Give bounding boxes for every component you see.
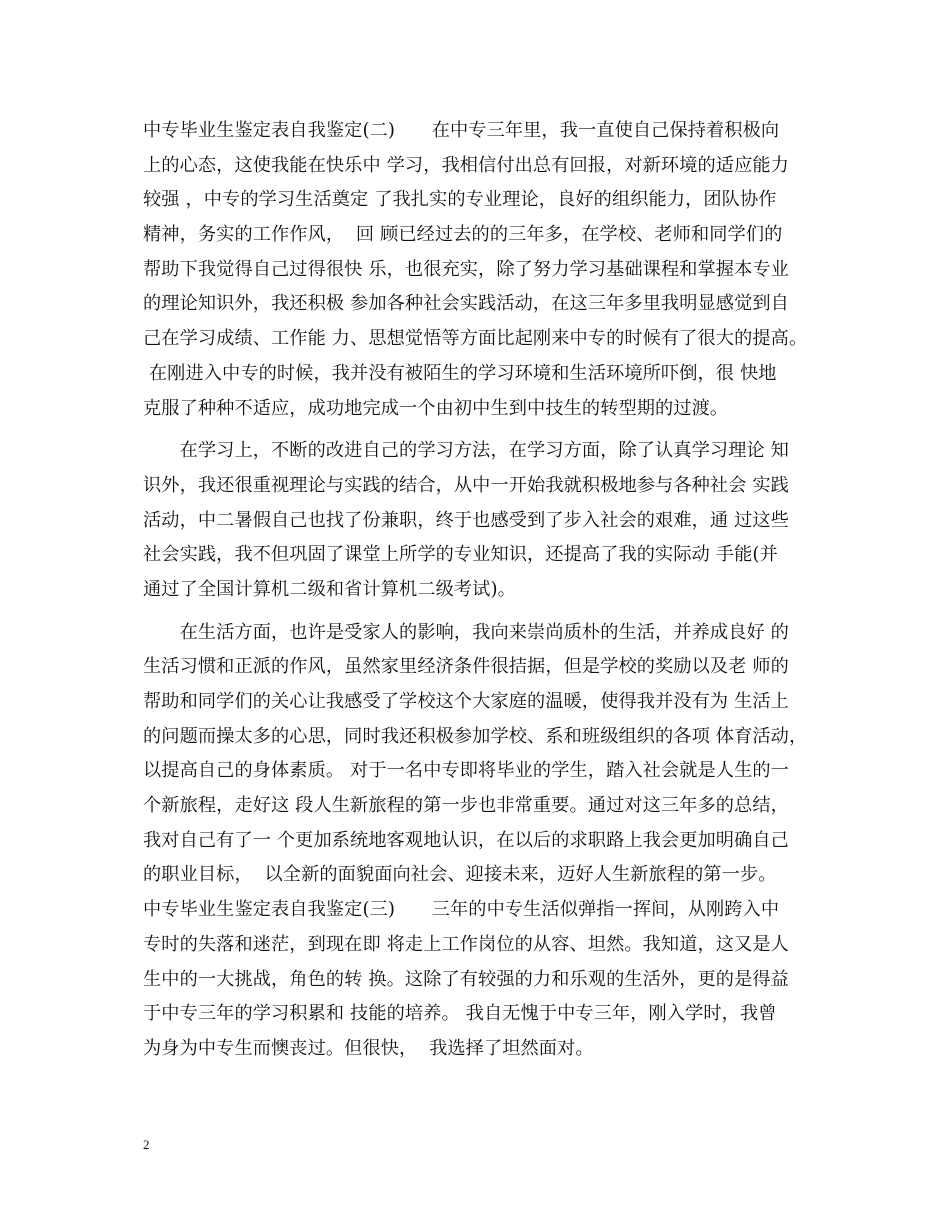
text-line: 专时的失落和迷茫，到现在即 将走上工作岗位的从容、坦然。我知道，这又是人 — [143, 933, 789, 955]
text-line: 在学习上，不断的改进自己的学习方法，在学习方面，除了认真学习理论 知 — [143, 440, 789, 462]
text-line: 在刚进入中专的时候，我并没有被陌生的学习环境和生活环境所吓倒，很 快地 — [143, 362, 777, 384]
text-line: 社会实践，我不但巩固了课堂上所学的专业知识，还提高了我的实际动 手能(并 — [143, 544, 778, 566]
text-line: 生活习惯和正派的作风，虽然家里经济条件很拮据，但是学校的奖励以及老 师的 — [143, 656, 789, 678]
text-line: 帮助下我觉得自己过得很快 乐，也很充实，除了努力学习基础课程和掌握本专业 — [143, 258, 789, 280]
text-line: 个新旅程，走好这 段人生新旅程的第一步也非常重要。通过对这三年多的总结， — [143, 795, 789, 817]
text-line: 己在学习成绩、工作能 力、思想觉悟等方面比起刚来中专的时候有了很大的提高。 — [143, 328, 808, 350]
text-line: 在生活方面，也许是受家人的影响，我向来崇尚质朴的生活，并养成良好 的 — [143, 621, 789, 643]
paragraph-study — [143, 434, 823, 607]
paragraph-gap — [143, 608, 823, 616]
text-line: 中专毕业生鉴定表自我鉴定(三) 三年的中专生活似弹指一挥间，从刚跨入中 — [143, 899, 780, 921]
paragraph-life-and-self-evaluation-3 — [143, 616, 823, 1067]
document-body — [143, 114, 823, 1067]
text-line: 帮助和同学们的关心让我感受了学校这个大家庭的温暖，使得我并没有为 生活上 — [143, 691, 789, 712]
text-line: 于中专三年的学习积累和 技能的培养。 我自无愧于中专三年，刚入学时，我曾 — [143, 1003, 777, 1025]
text-line: 的问题而操太多的心思，同时我还积极参加学校、系和班级组织的各项 体育活动， — [143, 725, 808, 747]
text-line: 较强 ，中专的学习生活奠定 了我扎实的专业理论，良好的组织能力，团队协作 — [143, 189, 777, 211]
text-line: 上的心态，这使我能在快乐中 学习，我相信付出总有回报，对新环境的适应能力 — [143, 154, 789, 176]
text-line: 生中的一大挑战，角色的转 换。这除了有较强的力和乐观的生活外，更的是得益 — [143, 968, 789, 990]
page-number: 2 — [143, 1137, 150, 1152]
text-line: 以提高自己的身体素质。 对于一名中专即将毕业的学生，踏入社会就是人生的一 — [143, 760, 789, 782]
text-line: 克服了种种不适应，成功地完成一个由初中生到中技生的转型期的过渡。 — [143, 397, 729, 419]
text-line: 识外，我还很重视理论与实践的结合，从中一开始我就积极地参与各种社会 实践 — [143, 474, 789, 496]
text-line: 的职业目标， 以全新的面貌面向社会、迎接未来，迈好人生新旅程的第一步。 — [143, 864, 777, 886]
text-line: 中专毕业生鉴定表自我鉴定(二) 在中专三年里，我一直使自己保持着积极向 — [143, 120, 780, 141]
text-line: 为身为中专生而懊丧过。但很快， 我选择了坦然面对。 — [143, 1037, 594, 1059]
text-line: 通过了全国计算机二级和省计算机二级考试)。 — [143, 578, 516, 600]
paragraph-self-evaluation-2 — [143, 114, 823, 426]
text-line: 精神，务实的工作作风， 回 顾已经过去的的三年多，在学校、老师和同学们的 — [143, 224, 783, 246]
paragraph-gap — [143, 426, 823, 434]
text-line: 的理论知识外，我还积极 参加各种社会实践活动，在这三年多里我明显感觉到自 — [143, 293, 789, 315]
text-line: 我对自己有了一 个更加系统地客观地认识，在以后的求职路上我会更加明确自己 — [143, 829, 789, 851]
text-line: 活动，中二暑假自己也找了份兼职，终于也感受到了步入社会的艰难，通 过这些 — [143, 509, 789, 531]
